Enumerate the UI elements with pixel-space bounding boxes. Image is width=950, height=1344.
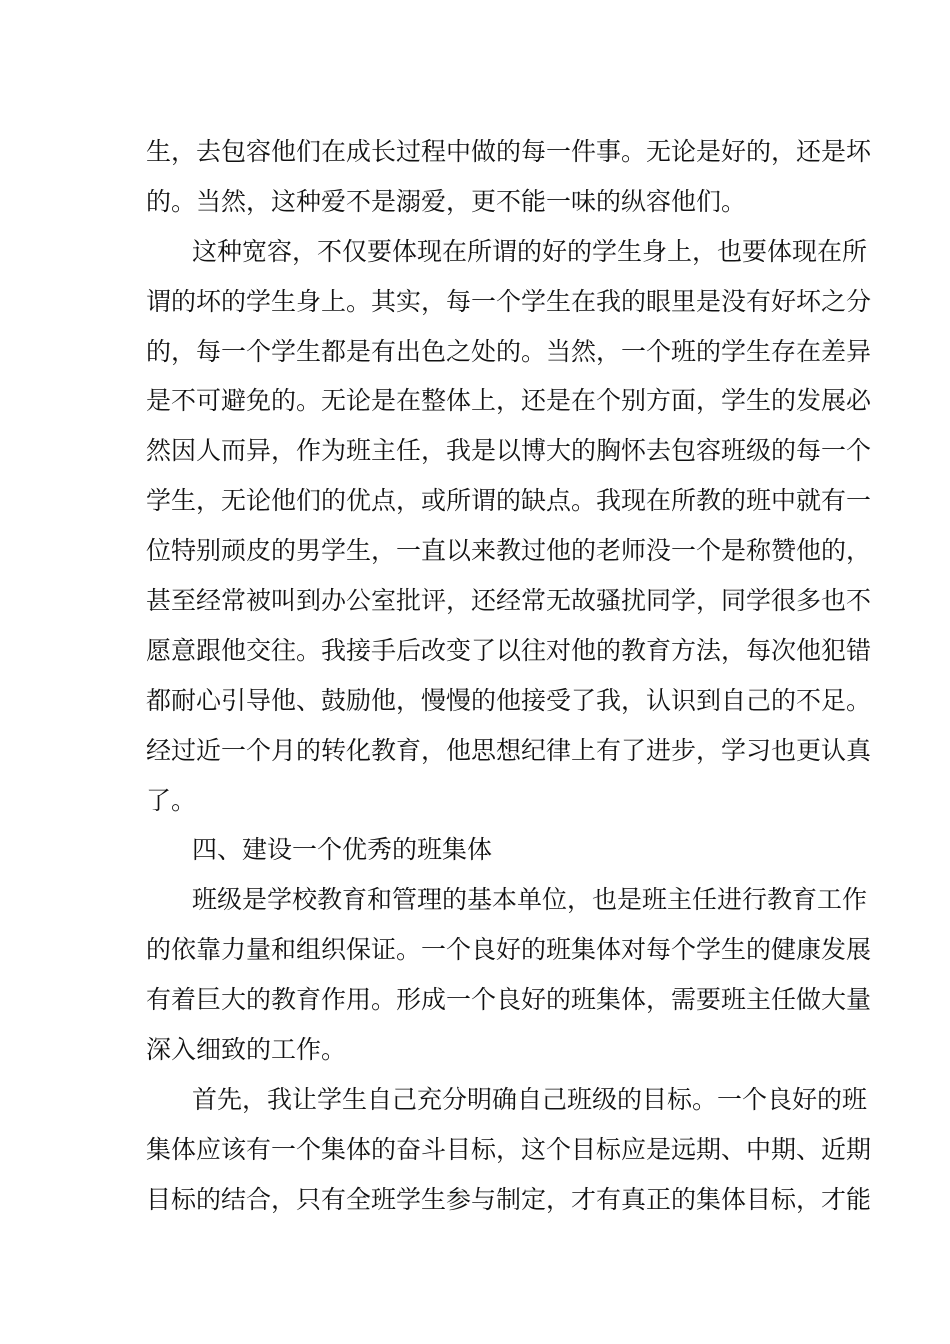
text-line: 有着巨大的教育作用。形成一个良好的班集体，需要班主任做大量: [146, 985, 872, 1015]
text-line: 甚至经常被叫到办公室批评，还经常无故骚扰同学，同学很多也不: [146, 586, 872, 616]
text-line: 集体应该有一个集体的奋斗目标，这个目标应是远期、中期、近期: [146, 1134, 872, 1164]
text-line: 目标的结合，只有全班学生参与制定，才有真正的集体目标，才能: [146, 1184, 872, 1214]
body-text: [146, 127, 872, 1225]
section-heading: 四、建设一个优秀的班集体: [192, 835, 493, 865]
text-line: 然因人而异，作为班主任，我是以博大的胸怀去包容班级的每一个: [146, 436, 872, 466]
text-line: 的。当然，这种爱不是溺爱，更不能一味的纵容他们。: [146, 186, 747, 216]
text-line: 这种宽容，不仅要体现在所谓的好的学生身上，也要体现在所: [192, 236, 868, 266]
text-line: 首先，我让学生自己充分明确自己班级的目标。一个良好的班: [192, 1084, 868, 1114]
text-line: 谓的坏的学生身上。其实，每一个学生在我的眼里是没有好坏之分: [146, 286, 872, 316]
text-line: 都耐心引导他、鼓励他，慢慢的他接受了我，认识到自己的不足。: [146, 685, 872, 715]
text-line: 班级是学校教育和管理的基本单位，也是班主任进行教育工作: [192, 885, 868, 915]
text-line: 经过近一个月的转化教育，他思想纪律上有了进步，学习也更认真: [146, 735, 872, 765]
text-line: 生，去包容他们在成长过程中做的每一件事。无论是好的，还是坏: [146, 137, 872, 166]
text-line: 了。: [146, 785, 197, 815]
text-line: 的依靠力量和组织保证。一个良好的班集体对每个学生的健康发展: [146, 935, 872, 965]
text-line: 深入细致的工作。: [146, 1035, 347, 1065]
text-line: 是不可避免的。无论是在整体上，还是在个别方面，学生的发展必: [146, 386, 872, 416]
text-line: 学生，无论他们的优点，或所谓的缺点。我现在所教的班中就有一: [146, 486, 872, 516]
text-line: 愿意跟他交往。我接手后改变了以往对他的教育方法，每次他犯错: [146, 635, 872, 665]
text-line: 的，每一个学生都是有出色之处的。当然，一个班的学生存在差异: [146, 336, 872, 366]
text-line: 位特别顽皮的男学生，一直以来教过他的老师没一个是称赞他的，: [146, 536, 872, 566]
